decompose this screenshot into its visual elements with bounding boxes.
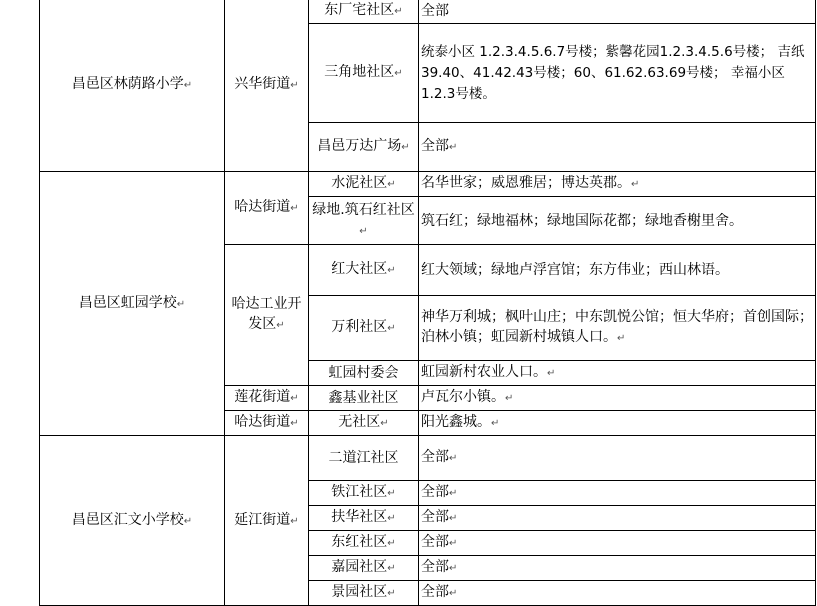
scope-cell: 全部↵: [419, 436, 816, 481]
community-cell: 虹园村委会: [309, 361, 419, 386]
scope-cell: 全部: [419, 0, 816, 24]
table-row: [40, 436, 816, 481]
scope-cell: 全部↵: [419, 531, 816, 556]
community-cell: 嘉园社区↵: [309, 556, 419, 581]
community-cell: 铁江社区↵: [309, 481, 419, 506]
scope-cell: 神华万利城；枫叶山庄；中东凯悦公馆；恒大华府；首创国际；泊林小镇；虹园新村城镇人口。↵: [419, 296, 816, 361]
community-cell: 三角地社区↵: [309, 24, 419, 123]
table-row: [40, 0, 816, 24]
community-cell: 昌邑万达广场↵: [309, 123, 419, 172]
community-cell: 绿地.筑石红社区↵: [309, 197, 419, 245]
scope-cell: 统泰小区 1.2.3.4.5.6.7号楼；紫馨花园1.2.3.4.5.6号楼； 吉纸39.40、41.42.43号楼；60、61.62.63.69号楼； 幸福小区1.2.3号楼。: [419, 24, 816, 123]
scope-cell: 全部↵: [419, 581, 816, 606]
community-cell: 东红社区↵: [309, 531, 419, 556]
table-row: [40, 172, 816, 197]
school-cell: 昌邑区汇文小学校↵: [40, 436, 225, 606]
scope-cell: 全部↵: [419, 123, 816, 172]
scope-cell: 虹园新村农业人口。↵: [419, 361, 816, 386]
community-cell: 鑫基业社区: [309, 386, 419, 411]
community-cell: 无社区↵: [309, 411, 419, 436]
community-cell: 二道江社区: [309, 436, 419, 481]
street-cell: 兴华街道↵: [225, 0, 309, 172]
street-cell: 哈达工业开发区↵: [225, 245, 309, 386]
community-cell: 东厂宅社区↵: [309, 0, 419, 24]
community-cell: 水泥社区↵: [309, 172, 419, 197]
scope-cell: 红大领域；绿地卢浮宫馆；东方伟业；西山林语。: [419, 245, 816, 296]
community-cell: 扶华社区↵: [309, 506, 419, 531]
scope-cell: 全部↵: [419, 481, 816, 506]
community-cell: 红大社区↵: [309, 245, 419, 296]
scope-cell: 名华世家；威恩雅居；博达英郡。↵: [419, 172, 816, 197]
community-cell: 景园社区↵: [309, 581, 419, 606]
scope-cell: 全部↵: [419, 506, 816, 531]
street-cell: 哈达街道↵: [225, 411, 309, 436]
street-cell: 莲花街道↵: [225, 386, 309, 411]
scope-cell: 筑石红；绿地福林；绿地国际花都；绿地香榭里舍。: [419, 197, 816, 245]
community-cell: 万利社区↵: [309, 296, 419, 361]
scope-cell: 卢瓦尔小镇。↵: [419, 386, 816, 411]
school-cell: 昌邑区虹园学校↵: [40, 172, 225, 436]
scope-cell: 全部↵: [419, 556, 816, 581]
street-cell: 延江街道↵: [225, 436, 309, 606]
street-cell: 哈达街道↵: [225, 172, 309, 245]
school-district-table: [39, 0, 816, 606]
scope-cell: 阳光鑫城。↵: [419, 411, 816, 436]
school-cell: 昌邑区林荫路小学↵: [40, 0, 225, 172]
